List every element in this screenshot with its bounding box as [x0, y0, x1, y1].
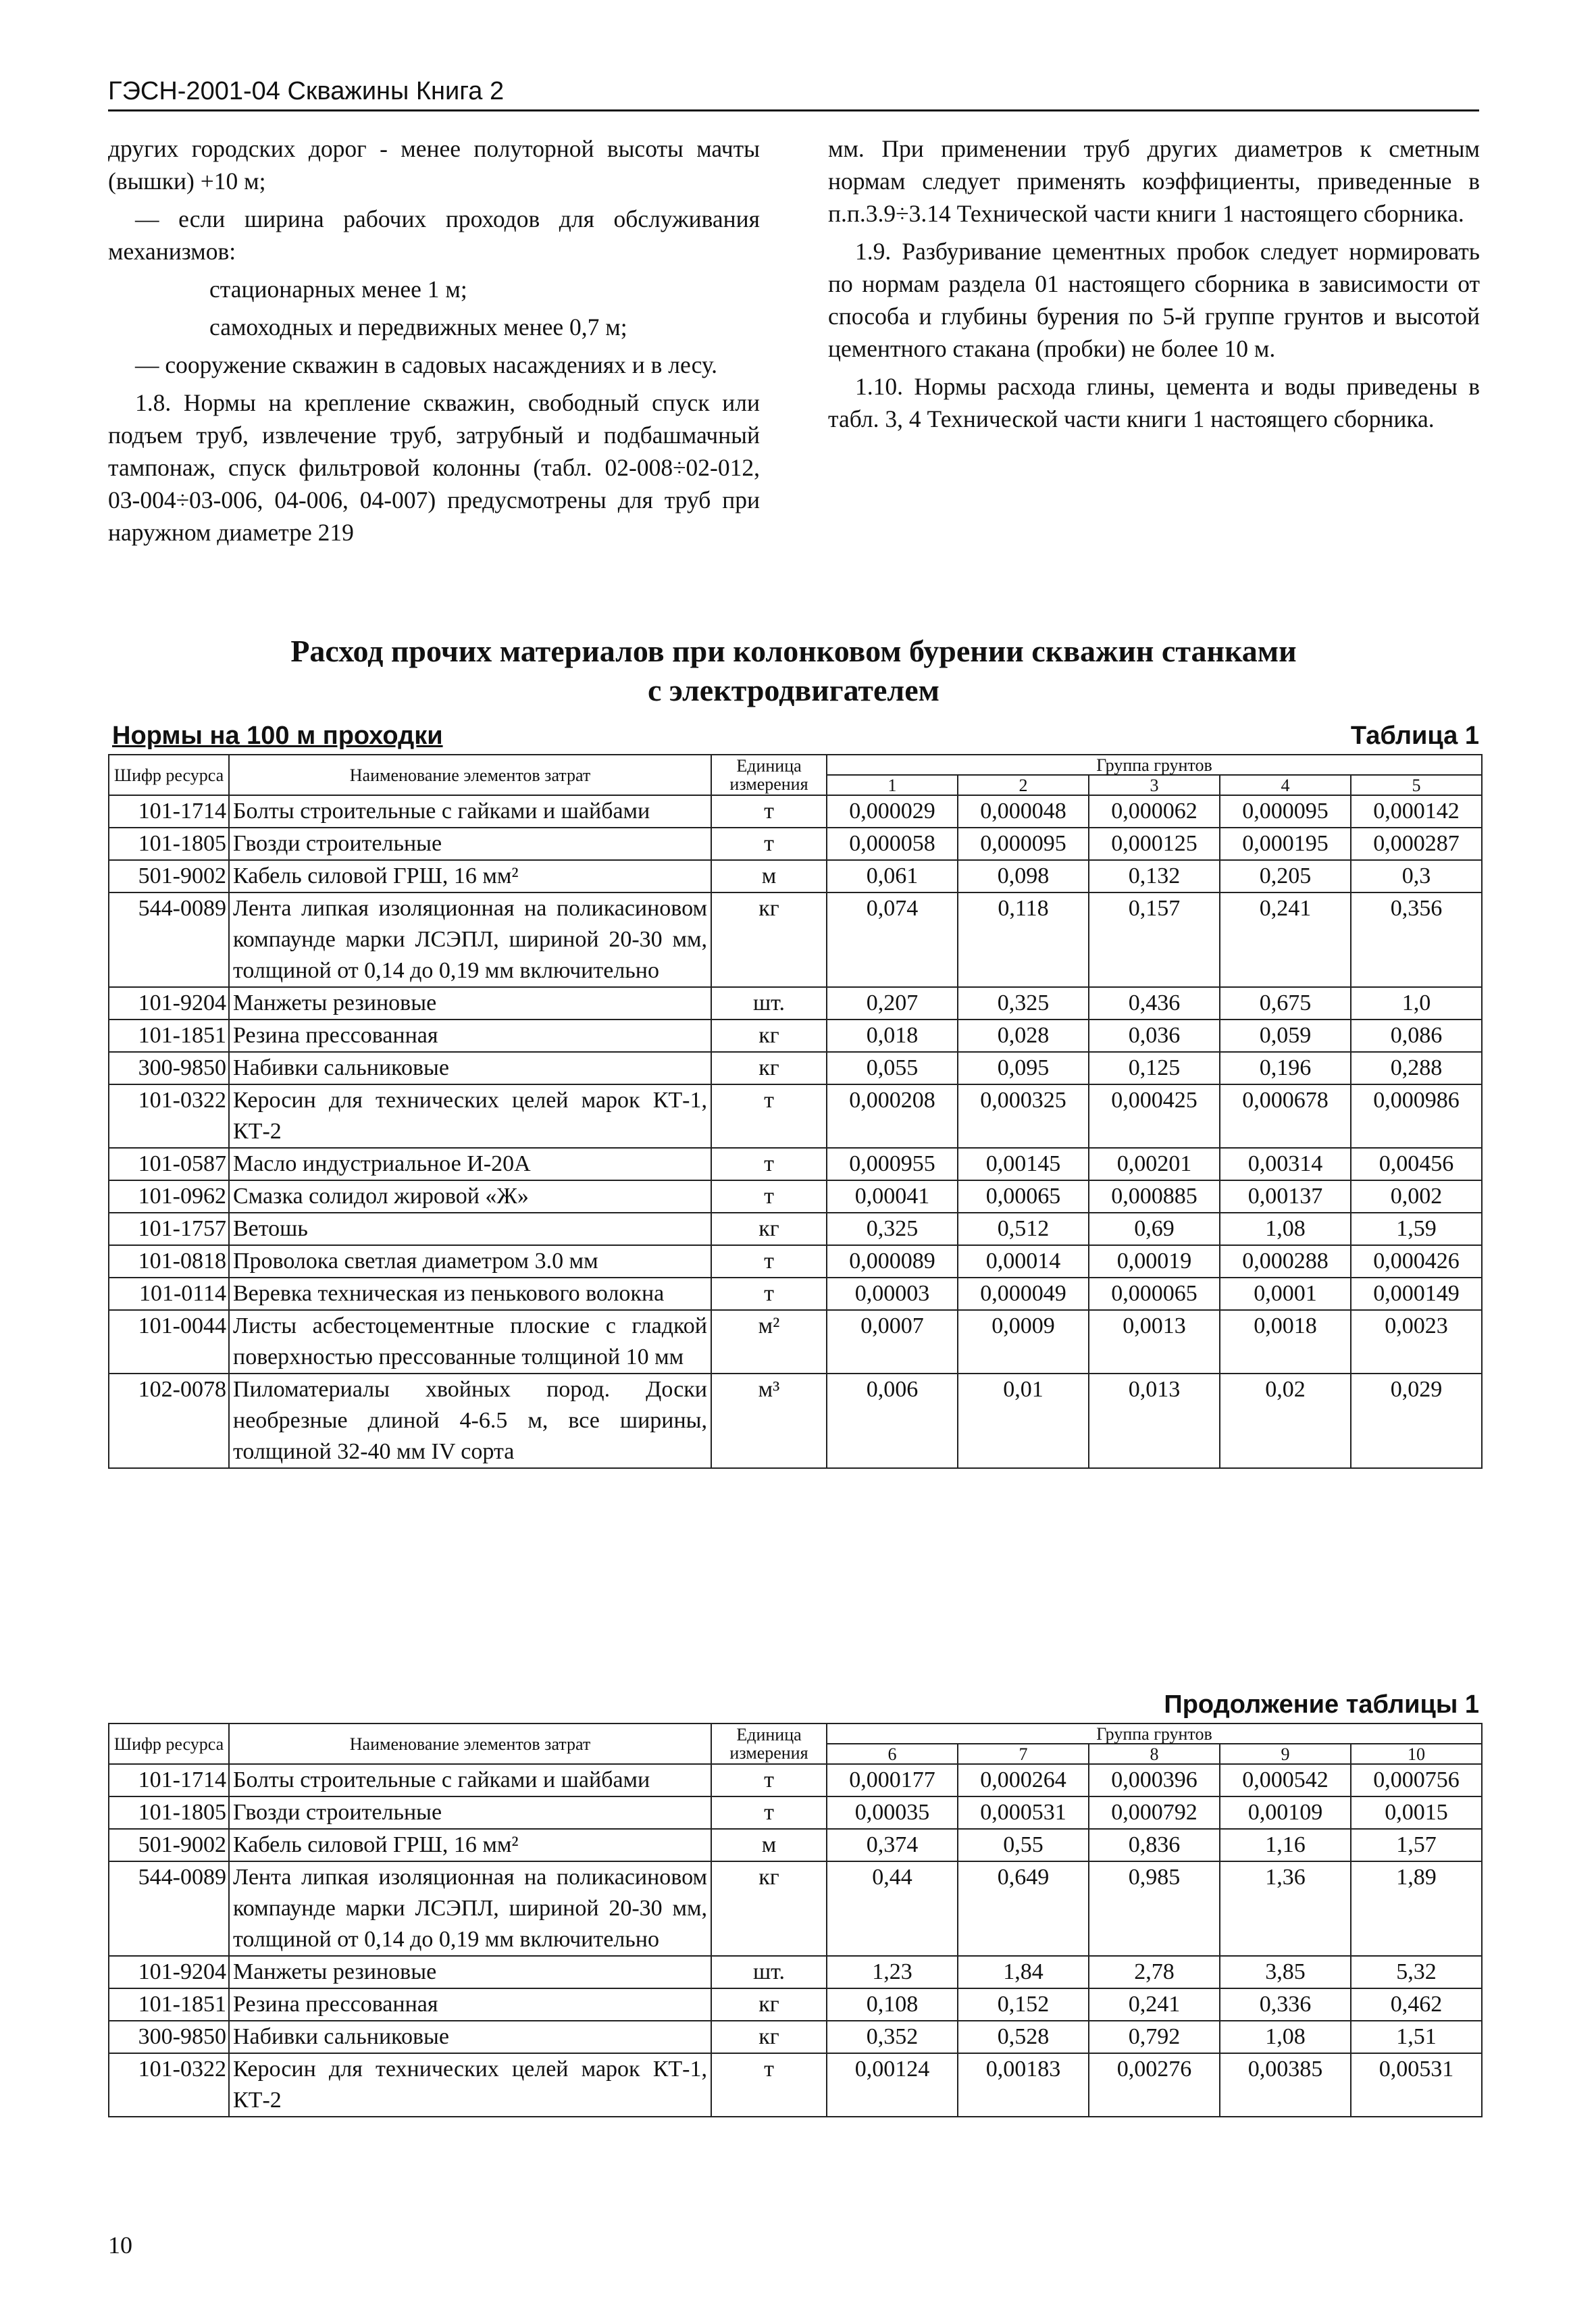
continuation-label: Продолжение таблицы 1 [1164, 1690, 1479, 1719]
col-header-name: Наименование элементов затрат [229, 1724, 711, 1764]
paragraph: других городских дорог - менее полуторной высоты мачты (вышки) +10 м; [108, 135, 760, 195]
table-row [109, 1213, 1482, 1245]
norm-value: 0,00314 [1220, 1148, 1351, 1180]
norm-value: 0,792 [1089, 2021, 1220, 2053]
norm-value: 0,649 [958, 1861, 1089, 1956]
section-title-line: Расход прочих материалов при колонковом бурении скважин станками [290, 634, 1297, 668]
cost-element-name: Кабель силовой ГРШ, 16 мм² [229, 1829, 711, 1861]
norm-value: 0,000195 [1220, 828, 1351, 860]
norm-value: 0,118 [958, 892, 1089, 987]
norm-value: 0,000125 [1089, 828, 1220, 860]
paragraph: — сооружение скважин в садовых насаждениях и в лесу. [135, 351, 717, 378]
section-title [108, 632, 1479, 710]
right-text-column [828, 132, 1480, 441]
norm-value: 0,0023 [1351, 1310, 1482, 1374]
col-header-name: Наименование элементов затрат [229, 755, 711, 795]
norm-value: 0,196 [1220, 1052, 1351, 1084]
table-row [109, 1020, 1482, 1052]
col-header-group-number: 2 [958, 775, 1089, 795]
table-row [109, 1310, 1482, 1374]
norm-value: 0,061 [827, 860, 958, 892]
unit-of-measure: т [711, 1084, 827, 1148]
resource-code: 101-0818 [109, 1245, 229, 1278]
norm-value: 0,125 [1089, 1052, 1220, 1084]
norms-label: Нормы на 100 м проходки [112, 722, 443, 750]
page-number: 10 [108, 2232, 132, 2259]
cost-element-name: Листы асбестоцементные плоские с гладкой поверхностью прессованные толщиной 10 мм [229, 1310, 711, 1374]
unit-of-measure: м² [711, 1310, 827, 1374]
resource-code: 102-0078 [109, 1374, 229, 1468]
norm-value: 0,00065 [958, 1180, 1089, 1213]
resource-code: 101-0962 [109, 1180, 229, 1213]
norm-value: 1,36 [1220, 1861, 1351, 1956]
norm-value: 0,029 [1351, 1374, 1482, 1468]
resource-code: 101-0322 [109, 1084, 229, 1148]
norm-value: 0,028 [958, 1020, 1089, 1052]
norms-table-1 [108, 754, 1483, 1469]
norm-value: 0,528 [958, 2021, 1089, 2053]
norm-value: 0,00003 [827, 1278, 958, 1310]
resource-code: 101-1714 [109, 795, 229, 828]
col-header-group-number: 1 [827, 775, 958, 795]
norm-value: 0,356 [1351, 892, 1482, 987]
norm-value: 0,3 [1351, 860, 1482, 892]
table-row [109, 1374, 1482, 1468]
norm-value: 0,000325 [958, 1084, 1089, 1148]
norm-value: 0,013 [1089, 1374, 1220, 1468]
unit-of-measure: т [711, 1245, 827, 1278]
cost-element-name: Ветошь [229, 1213, 711, 1245]
norm-value: 0,059 [1220, 1020, 1351, 1052]
norm-value: 0,018 [827, 1020, 958, 1052]
norm-value: 0,0018 [1220, 1310, 1351, 1374]
section-title-line: с электродвигателем [648, 673, 939, 707]
unit-of-measure: т [711, 1278, 827, 1310]
table-row [109, 1861, 1482, 1956]
norm-value: 0,55 [958, 1829, 1089, 1861]
norm-value: 0,44 [827, 1861, 958, 1956]
norm-value: 0,000792 [1089, 1796, 1220, 1829]
resource-code: 101-0587 [109, 1148, 229, 1180]
norm-value: 0,512 [958, 1213, 1089, 1245]
norm-value: 0,000177 [827, 1764, 958, 1796]
unit-of-measure: кг [711, 2021, 827, 2053]
table-row [109, 1796, 1482, 1829]
norm-value: 0,000095 [958, 828, 1089, 860]
norm-value: 0,000288 [1220, 1245, 1351, 1278]
norm-value: 0,157 [1089, 892, 1220, 987]
norm-value: 0,098 [958, 860, 1089, 892]
norm-value: 1,59 [1351, 1213, 1482, 1245]
norm-value: 0,985 [1089, 1861, 1220, 1956]
norm-value: 1,57 [1351, 1829, 1482, 1861]
norm-value: 0,00201 [1089, 1148, 1220, 1180]
cost-element-name: Набивки сальниковые [229, 1052, 711, 1084]
norm-value: 0,006 [827, 1374, 958, 1468]
norm-value: 0,00531 [1351, 2053, 1482, 2117]
resource-code: 300-9850 [109, 2021, 229, 2053]
norm-value: 0,055 [827, 1052, 958, 1084]
cost-element-name: Лента липкая изоляционная на поликасиновом компаунде марки ЛСЭПЛ, шириной 20-30 мм, толщиной от 0,14 до 0,19 мм включительно [229, 1861, 711, 1956]
unit-of-measure: т [711, 1180, 827, 1213]
resource-code: 101-0044 [109, 1310, 229, 1374]
norms-table-2 [108, 1723, 1483, 2117]
paragraph: — если ширина рабочих проходов для обслуживания механизмов: [108, 205, 760, 265]
cost-element-name: Керосин для технических целей марок КТ-1, КТ-2 [229, 1084, 711, 1148]
norm-value: 0,086 [1351, 1020, 1482, 1052]
cost-element-name: Гвозди строительные [229, 828, 711, 860]
norm-value: 0,000065 [1089, 1278, 1220, 1310]
resource-code: 101-9204 [109, 1956, 229, 1988]
norm-value: 0,000048 [958, 795, 1089, 828]
norm-value: 0,000029 [827, 795, 958, 828]
paragraph: 1.10. Нормы расхода глины, цемента и воды приведены в табл. 3, 4 Технической части книги 1 настоящего сборника. [828, 373, 1480, 432]
cost-element-name: Пиломатериалы хвойных пород. Доски необрезные длиной 4-6.5 м, все ширины, толщиной 32-40 мм IV сорта [229, 1374, 711, 1468]
norm-value: 0,0007 [827, 1310, 958, 1374]
paragraph: 1.9. Разбуривание цементных пробок следует нормировать по нормам раздела 01 настоящего сборника в зависимости от способа и глубины бурения по 5-й группе грунтов и высотой цементного стакана (пробки) не более 10 м. [828, 238, 1480, 362]
unit-of-measure: м [711, 860, 827, 892]
norm-value: 0,000426 [1351, 1245, 1482, 1278]
table-row [109, 1148, 1482, 1180]
cost-element-name: Болты строительные с гайками и шайбами [229, 795, 711, 828]
resource-code: 101-0322 [109, 2053, 229, 2117]
norm-value: 0,000986 [1351, 1084, 1482, 1148]
unit-of-measure: кг [711, 1213, 827, 1245]
cost-element-name: Проволока светлая диаметром 3.0 мм [229, 1245, 711, 1278]
resource-code: 501-9002 [109, 1829, 229, 1861]
norm-value: 0,0001 [1220, 1278, 1351, 1310]
norm-value: 0,241 [1089, 1988, 1220, 2021]
norm-value: 0,00041 [827, 1180, 958, 1213]
norm-value: 0,132 [1089, 860, 1220, 892]
table-row [109, 987, 1482, 1020]
cost-element-name: Манжеты резиновые [229, 1956, 711, 1988]
norm-value: 0,000542 [1220, 1764, 1351, 1796]
cost-element-name: Лента липкая изоляционная на поликасиновом компаунде марки ЛСЭПЛ, шириной 20-30 мм, толщиной от 0,14 до 0,19 мм включительно [229, 892, 711, 987]
unit-of-measure: шт. [711, 1956, 827, 1988]
norm-value: 0,000058 [827, 828, 958, 860]
norm-value: 0,036 [1089, 1020, 1220, 1052]
table-row [109, 1829, 1482, 1861]
table-row [109, 2053, 1482, 2117]
norm-value: 0,69 [1089, 1213, 1220, 1245]
norm-value: 0,00456 [1351, 1148, 1482, 1180]
paragraph: мм. При применении труб других диаметров к сметным нормам следует применять коэффициенты, приведенные в п.п.3.9÷3.14 Технической части книги 1 настоящего сборника. [828, 135, 1480, 227]
unit-of-measure: м³ [711, 1374, 827, 1468]
resource-code: 101-0114 [109, 1278, 229, 1310]
norm-value: 0,241 [1220, 892, 1351, 987]
unit-of-measure: кг [711, 1020, 827, 1052]
norm-value: 0,00109 [1220, 1796, 1351, 1829]
unit-of-measure: шт. [711, 987, 827, 1020]
col-header-code: Шифр ресурса [109, 1724, 229, 1764]
resource-code: 101-1805 [109, 828, 229, 860]
norm-value: 0,336 [1220, 1988, 1351, 2021]
table-row [109, 1278, 1482, 1310]
paragraph: стационарных менее 1 м; [209, 276, 467, 303]
cost-element-name: Веревка техническая из пенькового волокна [229, 1278, 711, 1310]
norm-value: 0,288 [1351, 1052, 1482, 1084]
norm-value: 1,84 [958, 1956, 1089, 1988]
table-row [109, 2021, 1482, 2053]
norm-value: 0,325 [958, 987, 1089, 1020]
norm-value: 0,000149 [1351, 1278, 1482, 1310]
col-header-group-number: 4 [1220, 775, 1351, 795]
cost-element-name: Смазка солидол жировой «Ж» [229, 1180, 711, 1213]
norm-value: 0,01 [958, 1374, 1089, 1468]
table-row [109, 1052, 1482, 1084]
norm-value: 0,000756 [1351, 1764, 1482, 1796]
norm-value: 0,108 [827, 1988, 958, 2021]
cost-element-name: Керосин для технических целей марок КТ-1, КТ-2 [229, 2053, 711, 2117]
norm-value: 0,002 [1351, 1180, 1482, 1213]
norm-value: 1,08 [1220, 1213, 1351, 1245]
norm-value: 0,152 [958, 1988, 1089, 2021]
norm-value: 0,000049 [958, 1278, 1089, 1310]
norm-value: 0,02 [1220, 1374, 1351, 1468]
unit-of-measure: т [711, 1148, 827, 1180]
table-row [109, 795, 1482, 828]
table-row [109, 1764, 1482, 1796]
unit-of-measure: кг [711, 892, 827, 987]
resource-code: 544-0089 [109, 892, 229, 987]
unit-of-measure: т [711, 828, 827, 860]
norm-value: 1,16 [1220, 1829, 1351, 1861]
norm-value: 0,0013 [1089, 1310, 1220, 1374]
cost-element-name: Резина прессованная [229, 1020, 711, 1052]
table-row [109, 1245, 1482, 1278]
norm-value: 0,00385 [1220, 2053, 1351, 2117]
col-header-unit: Единица измерения [711, 1724, 827, 1764]
table-row [109, 1988, 1482, 2021]
paragraph: самоходных и передвижных менее 0,7 м; [209, 313, 627, 341]
col-header-unit: Единица измерения [711, 755, 827, 795]
norm-value: 0,000531 [958, 1796, 1089, 1829]
cost-element-name: Набивки сальниковые [229, 2021, 711, 2053]
norm-value: 0,207 [827, 987, 958, 1020]
col-header-code: Шифр ресурса [109, 755, 229, 795]
norm-value: 0,462 [1351, 1988, 1482, 2021]
table1-caption [108, 719, 1479, 753]
cost-element-name: Гвозди строительные [229, 1796, 711, 1829]
unit-of-measure: кг [711, 1988, 827, 2021]
norm-value: 5,32 [1351, 1956, 1482, 1988]
norm-value: 0,00137 [1220, 1180, 1351, 1213]
cost-element-name: Кабель силовой ГРШ, 16 мм² [229, 860, 711, 892]
col-header-group: Группа грунтов [827, 1724, 1482, 1744]
resource-code: 101-1714 [109, 1764, 229, 1796]
resource-code: 300-9850 [109, 1052, 229, 1084]
unit-of-measure: т [711, 2053, 827, 2117]
table-row [109, 1956, 1482, 1988]
norm-value: 0,675 [1220, 987, 1351, 1020]
norm-value: 0,00124 [827, 2053, 958, 2117]
norm-value: 1,0 [1351, 987, 1482, 1020]
norm-value: 0,00019 [1089, 1245, 1220, 1278]
table-row [109, 1084, 1482, 1148]
norm-value: 0,000264 [958, 1764, 1089, 1796]
col-header-group-number: 3 [1089, 775, 1220, 795]
table-row [109, 828, 1482, 860]
resource-code: 101-1805 [109, 1796, 229, 1829]
unit-of-measure: м [711, 1829, 827, 1861]
norm-value: 0,00035 [827, 1796, 958, 1829]
table-label: Таблица 1 [1350, 722, 1479, 750]
norm-value: 1,51 [1351, 2021, 1482, 2053]
norm-value: 0,0015 [1351, 1796, 1482, 1829]
norm-value: 0,325 [827, 1213, 958, 1245]
cost-element-name: Масло индустриальное И-20А [229, 1148, 711, 1180]
paragraph: 1.8. Нормы на крепление скважин, свободный спуск или подъем труб, извлечение труб, затрубный и подбашмачный тампонаж, спуск фильтровой колонны (табл. 02-008÷02-012, 03-004÷03-006, 04-006, 04-007) предусмотрены для труб при наружном диаметре 219 [108, 389, 760, 546]
col-header-group-number: 6 [827, 1744, 958, 1764]
table-row [109, 860, 1482, 892]
norm-value: 1,23 [827, 1956, 958, 1988]
page-header: ГЭСН-2001-04 Скважины Книга 2 [108, 76, 1479, 111]
norm-value: 0,836 [1089, 1829, 1220, 1861]
col-header-group-number: 9 [1220, 1744, 1351, 1764]
norm-value: 0,000062 [1089, 795, 1220, 828]
norm-value: 0,00276 [1089, 2053, 1220, 2117]
norm-value: 0,000287 [1351, 828, 1482, 860]
col-header-group: Группа грунтов [827, 755, 1482, 775]
resource-code: 101-1757 [109, 1213, 229, 1245]
norm-value: 0,205 [1220, 860, 1351, 892]
norm-value: 0,000425 [1089, 1084, 1220, 1148]
resource-code: 544-0089 [109, 1861, 229, 1956]
norm-value: 0,000208 [827, 1084, 958, 1148]
norm-value: 0,000678 [1220, 1084, 1351, 1148]
norm-value: 0,074 [827, 892, 958, 987]
norm-value: 0,436 [1089, 987, 1220, 1020]
norm-value: 0,000095 [1220, 795, 1351, 828]
norm-value: 0,0009 [958, 1310, 1089, 1374]
norm-value: 0,000089 [827, 1245, 958, 1278]
table2-caption [108, 1688, 1479, 1721]
col-header-group-number: 8 [1089, 1744, 1220, 1764]
norm-value: 0,000885 [1089, 1180, 1220, 1213]
unit-of-measure: т [711, 795, 827, 828]
resource-code: 101-1851 [109, 1988, 229, 2021]
table-row [109, 892, 1482, 987]
norm-value: 3,85 [1220, 1956, 1351, 1988]
norm-value: 0,000142 [1351, 795, 1482, 828]
col-header-group-number: 10 [1351, 1744, 1482, 1764]
col-header-group-number: 7 [958, 1744, 1089, 1764]
norm-value: 0,000396 [1089, 1764, 1220, 1796]
norm-value: 1,89 [1351, 1861, 1482, 1956]
left-text-column [108, 132, 760, 554]
unit-of-measure: т [711, 1764, 827, 1796]
norm-value: 0,352 [827, 2021, 958, 2053]
unit-of-measure: кг [711, 1861, 827, 1956]
cost-element-name: Манжеты резиновые [229, 987, 711, 1020]
unit-of-measure: т [711, 1796, 827, 1829]
resource-code: 501-9002 [109, 860, 229, 892]
resource-code: 101-1851 [109, 1020, 229, 1052]
norm-value: 0,000955 [827, 1148, 958, 1180]
norm-value: 0,00014 [958, 1245, 1089, 1278]
norm-value: 0,374 [827, 1829, 958, 1861]
norm-value: 0,095 [958, 1052, 1089, 1084]
norm-value: 0,00145 [958, 1148, 1089, 1180]
resource-code: 101-9204 [109, 987, 229, 1020]
unit-of-measure: кг [711, 1052, 827, 1084]
norm-value: 2,78 [1089, 1956, 1220, 1988]
cost-element-name: Резина прессованная [229, 1988, 711, 2021]
table-row [109, 1180, 1482, 1213]
cost-element-name: Болты строительные с гайками и шайбами [229, 1764, 711, 1796]
norm-value: 1,08 [1220, 2021, 1351, 2053]
col-header-group-number: 5 [1351, 775, 1482, 795]
norm-value: 0,00183 [958, 2053, 1089, 2117]
